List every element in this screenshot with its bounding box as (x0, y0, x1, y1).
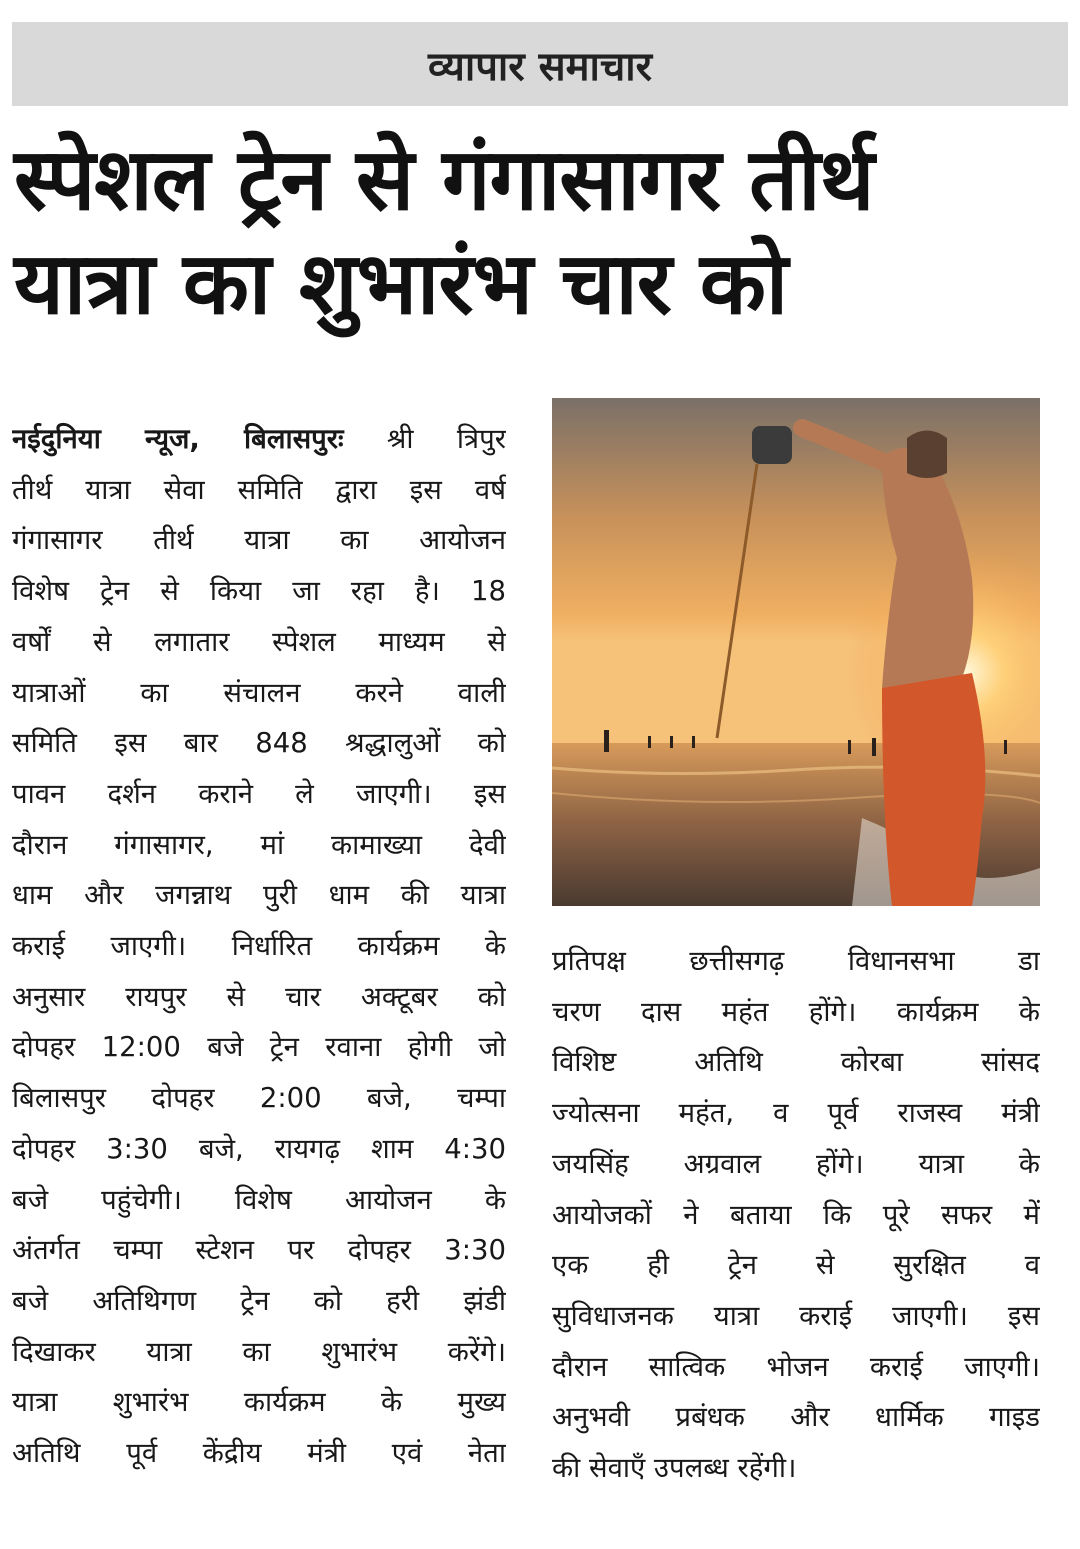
column-line: जयसिंह अग्रवाल होंगे। यात्रा के (552, 1147, 1040, 1180)
column-line: कराई जाएगी। निर्धारित कार्यक्रम के (12, 930, 506, 963)
section-title: व्यापार समाचार (427, 43, 653, 90)
column-line: यात्रा शुभारंभ कार्यक्रम के मुख्य (12, 1386, 506, 1419)
column-line: विशिष्ट अतिथि कोरबा सांसद (552, 1046, 1040, 1079)
column-line: की सेवाएँ उपलब्ध रहेंगी। (552, 1452, 797, 1485)
column-line: ज्योत्सना महंत, व पूर्व राजस्व मंत्री (552, 1097, 1040, 1130)
column-line: अतिथि पूर्व केंद्रीय मंत्री एवं नेता (12, 1437, 506, 1470)
column-line: बजे अतिथिगण ट्रेन को हरी झंडी (12, 1284, 506, 1317)
column-line: धाम और जगन्नाथ पुरी धाम की यात्रा (12, 879, 506, 912)
article-photo (552, 398, 1040, 906)
column-line-text: श्री त्रिपुर (386, 423, 506, 455)
column-line: एक ही ट्रेन से सुरक्षित व (552, 1249, 1040, 1282)
headline (14, 128, 1066, 336)
column-line: अनुभवी प्रबंधक और धार्मिक गाइड (552, 1401, 1040, 1434)
column-line: दिखाकर यात्रा का शुभारंभ करेंगे। (12, 1335, 506, 1368)
column-line: सुविधाजनक यात्रा कराई जाएगी। इस (552, 1299, 1040, 1332)
column-line: दौरान सात्विक भोजन कराई जाएगी। (552, 1350, 1040, 1383)
article-column-right (552, 936, 1040, 1494)
headline-line-1: स्पेशल ट्रेन से गंगासागर तीर्थ (14, 130, 874, 230)
column-line: अंतर्गत चम्पा स्टेशन पर दोपहर 3:30 (12, 1234, 506, 1267)
column-line: चरण दास महंत होंगे। कार्यक्रम के (552, 995, 1040, 1028)
column-line: दौरान गंगासागर, मां कामाख्या देवी (12, 828, 506, 861)
column-line: विशेष ट्रेन से किया जा रहा है। 18 (12, 575, 506, 608)
column-line: अनुसार रायपुर से चार अक्टूबर को (12, 980, 506, 1013)
column-line: पावन दर्शन कराने ले जाएगी। इस (12, 777, 506, 810)
section-header (12, 22, 1068, 106)
column-line (12, 414, 506, 465)
column-line: आयोजकों ने बताया कि पूरे सफर में (552, 1198, 1040, 1231)
column-line: तीर्थ यात्रा सेवा समिति द्वारा इस वर्ष (12, 473, 506, 506)
column-line: गंगासागर तीर्थ यात्रा का आयोजन (12, 524, 506, 557)
sunset-ritual-illustration (552, 398, 1040, 906)
headline-line-2: यात्रा का शुभारंभ चार को (14, 234, 788, 334)
column-line: बजे पहुंचेगी। विशेष आयोजन के (12, 1183, 506, 1216)
article-column-left (12, 414, 506, 1479)
byline: नईदुनिया न्यूज, बिलासपुरः (12, 423, 344, 455)
column-line: समिति इस बार 848 श्रद्धालुओं को (12, 727, 506, 760)
column-line: यात्राओं का संचालन करने वाली (12, 676, 506, 709)
column-line: दोपहर 3:30 बजे, रायगढ़ शाम 4:30 (12, 1132, 506, 1165)
column-line: दोपहर 12:00 बजे ट्रेन रवाना होगी जो (12, 1031, 506, 1064)
column-line: वर्षों से लगातार स्पेशल माध्यम से (12, 625, 506, 658)
column-line: बिलासपुर दोपहर 2:00 बजे, चम्पा (12, 1082, 506, 1115)
column-line: प्रतिपक्ष छत्तीसगढ़ विधानसभा डा (552, 945, 1040, 977)
